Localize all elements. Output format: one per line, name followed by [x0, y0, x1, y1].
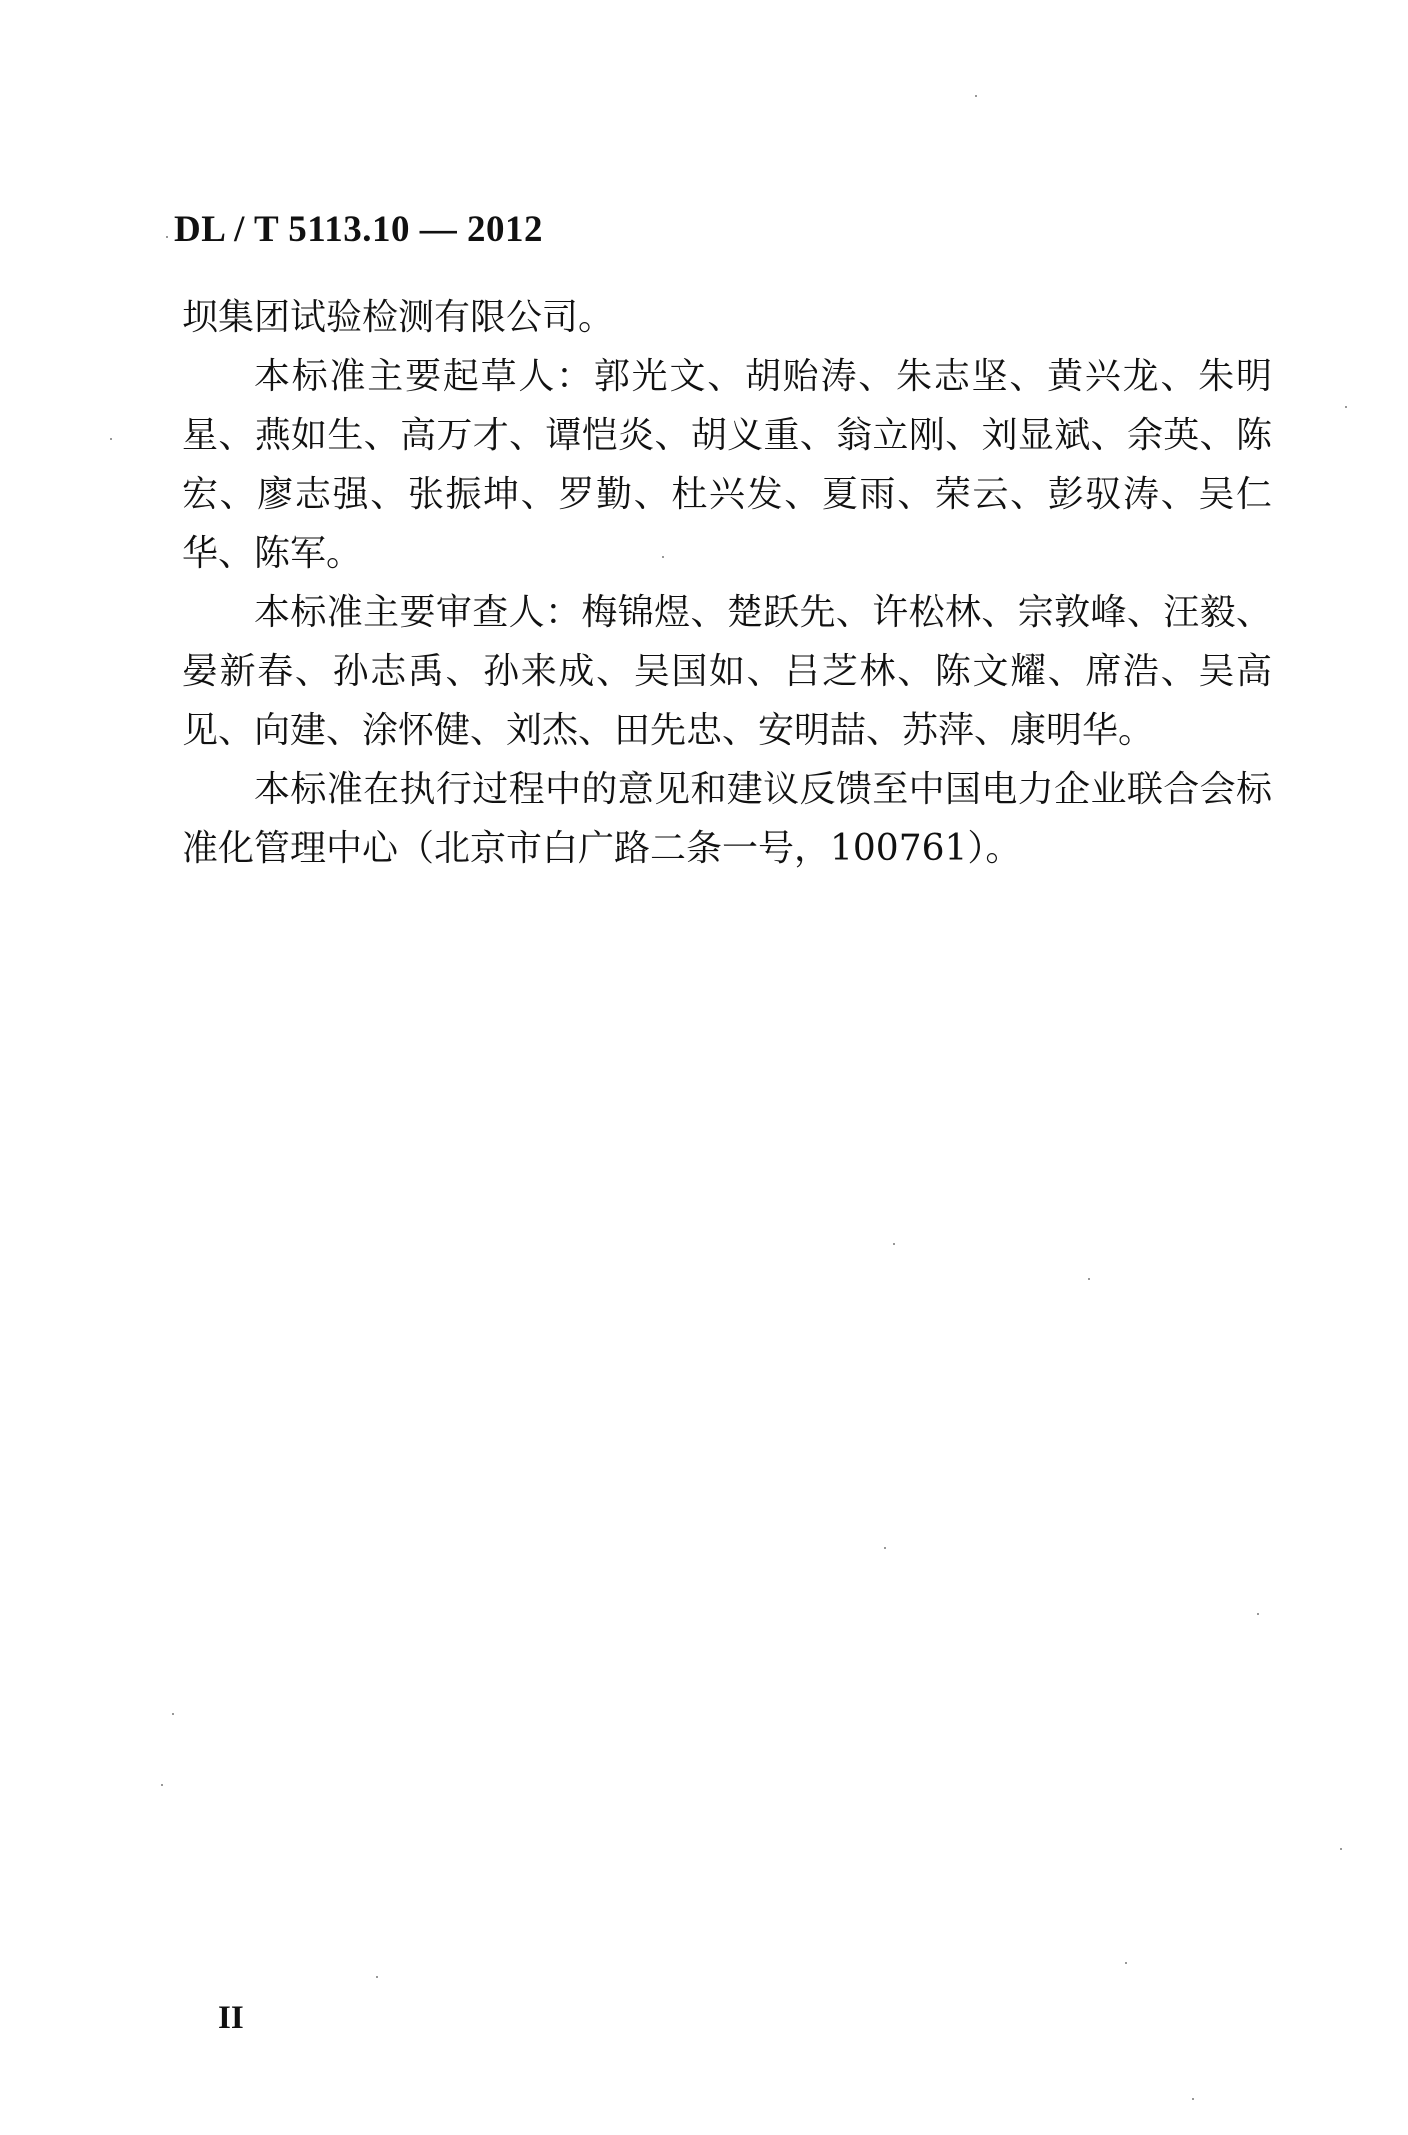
page-number: II	[218, 2000, 244, 2036]
scan-speck	[161, 1784, 163, 1786]
standard-code-header: DL / T 5113.10 — 2012	[174, 209, 543, 250]
scan-speck	[662, 556, 664, 558]
scan-speck	[1125, 1962, 1127, 1964]
paragraph-reviewers: 本标准主要审查人：梅锦煜、楚跃先、许松林、宗敦峰、汪毅、晏新春、孙志禹、孙来成、吴国如、吕芝林、陈文耀、席浩、吴高见、向建、涂怀健、刘杰、田先忠、安明喆、苏萍、康明华。	[182, 592, 1272, 751]
scan-speck	[1340, 1848, 1342, 1850]
scan-speck	[376, 1976, 378, 1978]
scan-speck	[1088, 1278, 1090, 1280]
scan-speck	[975, 95, 977, 97]
scan-speck	[893, 1243, 895, 1245]
paragraph-company-continuation: 坝集团试验检测有限公司。	[182, 297, 615, 338]
scan-speck	[110, 438, 112, 440]
scan-speck	[1257, 1613, 1259, 1615]
scan-speck	[884, 1547, 886, 1549]
paragraph-feedback: 本标准在执行过程中的意见和建议反馈至中国电力企业联合会标准化管理中心（北京市白广路二条一号，100761）。	[182, 769, 1272, 869]
scan-speck	[166, 236, 168, 238]
scan-speck	[1345, 406, 1347, 408]
scan-speck	[172, 1713, 174, 1715]
scan-speck	[1192, 2098, 1194, 2100]
body-text	[182, 288, 1272, 878]
paragraph-drafters: 本标准主要起草人：郭光文、胡贻涛、朱志坚、黄兴龙、朱明星、燕如生、高万才、谭恺炎、胡义重、翁立刚、刘显斌、余英、陈宏、廖志强、张振坤、罗勤、杜兴发、夏雨、荣云、彭驭涛、吴仁华、陈军。	[182, 356, 1272, 574]
